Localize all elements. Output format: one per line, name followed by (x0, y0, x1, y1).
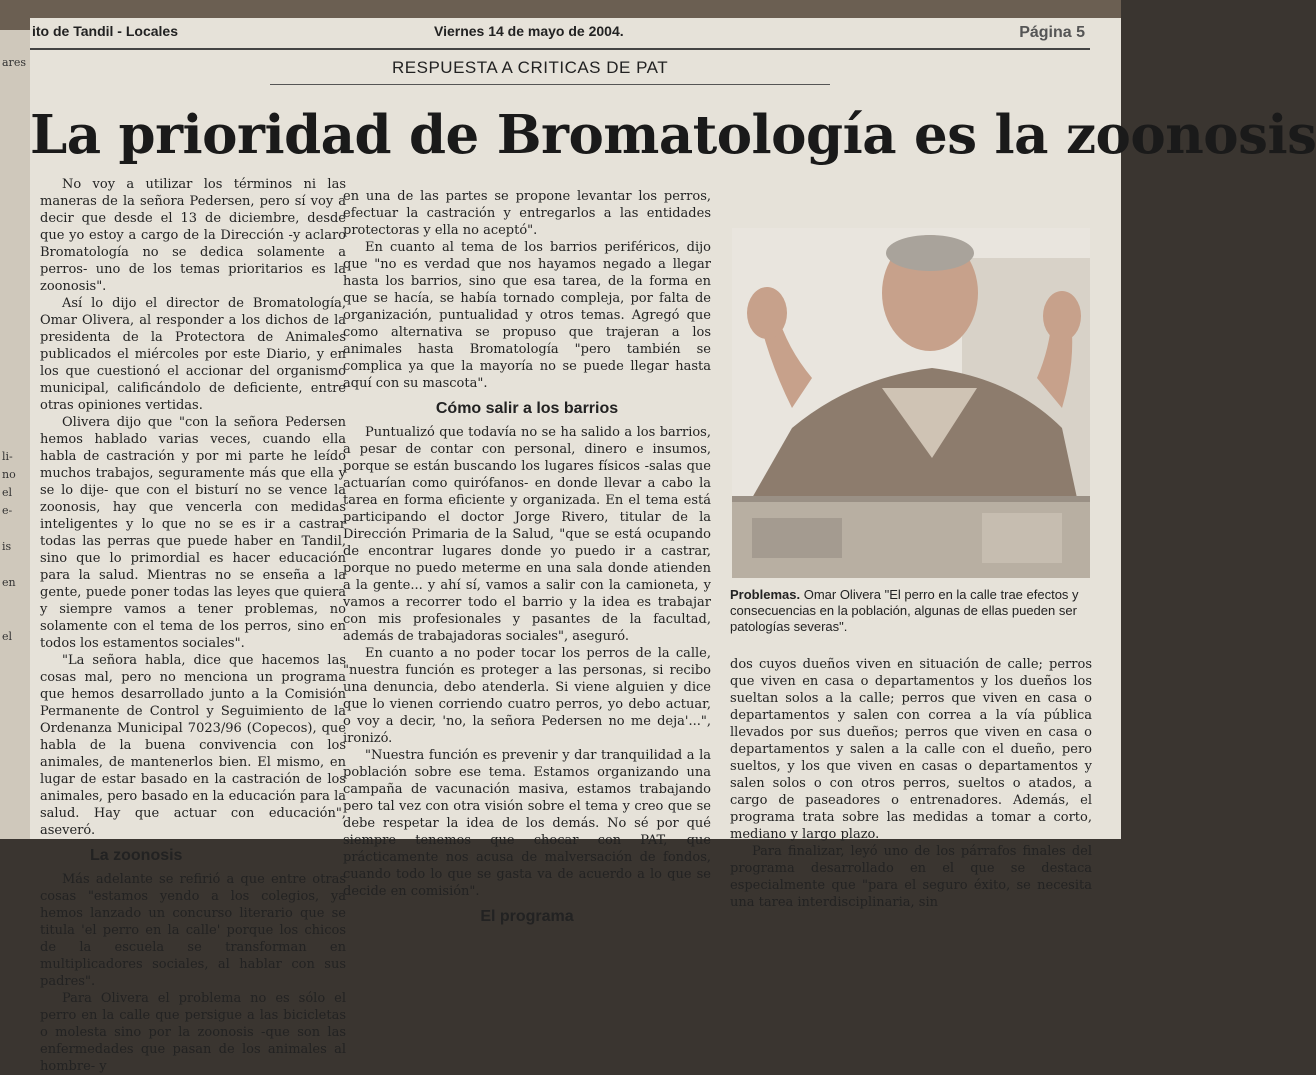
paragraph: Para Olivera el problema no es sólo el perro en la calle que persigue a las bicicletas o molesta sino por la zoonosis -que son las enfermedades que pasan de los animales al hombre- y (40, 991, 346, 1074)
margin-fragment: el (2, 630, 13, 643)
margin-fragment: is (2, 540, 12, 553)
caption-lead: Problemas. (730, 587, 801, 602)
photo-illustration (732, 228, 1090, 578)
kicker-rule (270, 84, 830, 85)
paragraph: Puntualizó que todavía no se ha salido a los barrios, a pesar de contar con personal, dinero e insumos, porque se están buscando los lugares físicos -salas que actuarían como quirófanos- en donde llevar a cabo la tarea en forma eficiente y organizada. En el tema está participando el doctor Jorge Rivero, titular de la Dirección Primaria de la Salud, "que se está ocupando de encontrar lugares donde yo puedo ir a castrar, porque no puedo meterme en una sala donde atienden a la gente... y ahí sí, vamos a salir con la camioneta, y vamos a recorrer todo el barrio y la idea es trabajar con mis profesionales y pasantes de la facultad, además de trabajadoras sociales", aseguró. (343, 425, 711, 644)
header-rule (30, 48, 1090, 50)
article-column-2 (343, 188, 711, 932)
paragraph: "La señora habla, dice que hacemos las cosas mal, pero no menciona un programa que hemos desarrollado junto a la Comisión Permanente de Control y Seguimiento de la Ordenanza Municipal 7023/96 (Copecos), que habla de la buena convivencia con los animales, de mantenerlos bien. El mismo, en lugar de estar basado en la castración de los animales, pero basado en la educación para la salud. Hay que actuar con educación", aseveró. (40, 653, 346, 838)
headline: La prioridad de Bromatología es la zoonosis (30, 104, 1316, 166)
paragraph: dos cuyos dueños viven en situación de calle; perros que viven en casa o departamentos y los dueños los sueltan solos a la calle; perros que viven en casa o departamentos y salen con correa a la vía pública llevados por sus dueños; perros que viven en casa o departamentos y salen a la calle con el dueño, pero sueltos, y los que viven en casas o departamentos y salen solos o con otros perros, sueltos o atados, a cargo de paseadores o entrenadores. Además, el programa trata sobre las medidas a tomar a corto, mediano y largo plazo. (730, 657, 1092, 842)
man-gesturing-photo (732, 228, 1090, 578)
issue-date: Viernes 14 de mayo de 2004. (434, 23, 624, 39)
article-column-1 (40, 176, 346, 1075)
subheading: La zoonosis (90, 847, 183, 864)
margin-fragment: el (2, 486, 13, 499)
paragraph: Olivera dijo que "con la señora Pedersen hemos hablado varias veces, cuando ella habla de castración y por mi parte he leído muchos trabajos, seguramente más que ella y se lo dije- que con el bisturí no se vence la zoonosis, hay que vencerla con medidas inteligentes y lo que no se es ir a castrar todas las perras que puede haber en Tandil, sino que lo primordial es hacer educación para la salud. Mientras no se enseña a la gente, puede poner todas las leyes que quiera y siempre vamos a tener problemas, no solamente con el tema de los perros, sino en todos los estamentos sociales". (40, 415, 346, 651)
paragraph: "Nuestra función es prevenir y dar tranquilidad a la población sobre ese tema. Estamos organizando una campaña de vacunación masiva, estamos trabajando pero tal vez con otra visión sobre el tema y creo que se debe respetar la idea de los demás. No sé por qué siempre tenemos que chocar con PAT, que prácticamente nos acusa de malversación de fondos, cuando todo lo que se gasta va de acuerdo a lo que se decide en comisión". (343, 748, 711, 899)
paragraph: No voy a utilizar los términos ni las maneras de la señora Pedersen, pero sí voy a decir que desde el 13 de diciembre, desde que yo estoy a cargo de la Dirección -y aclaro Bromatología no se dedica solamente a perros- uno de los temas prioritarios es la zoonosis". (40, 177, 346, 294)
photo-caption (730, 587, 1092, 635)
section-name: ito de Tandil - Locales (32, 23, 178, 39)
margin-fragment: e- (2, 504, 13, 517)
article-column-3 (730, 656, 1092, 911)
subheading: El programa (480, 908, 574, 925)
paragraph: En cuanto al tema de los barrios periféricos, dijo que "no es verdad que nos hayamos negado a llegar hasta los barrios, sino que esa tarea, de la forma en que se hacía, se había tornado compleja, por falta de organización, puntualidad y otros temas. Agregó que como alternativa se propuso que trajeran a los animales hasta Bromatología "pero también se complica ya que la mayoría no se puede llegar hasta aquí con su mascota". (343, 240, 711, 391)
margin-fragment: no (2, 468, 16, 481)
page-header (30, 18, 1121, 50)
paragraph: en una de las partes se propone levantar los perros, efectuar la castración y entregarlos a las entidades protectoras y ella no aceptó". (343, 189, 711, 238)
kicker: RESPUESTA A CRITICAS DE PAT (392, 58, 669, 77)
newspaper-page (30, 18, 1316, 1074)
paragraph: Así lo dijo el director de Bromatología, Omar Olivera, al responder a los dichos de la presidenta de la Protectora de Animales publicados el miércoles por este Diario, y en los que cuestionó el accionar del organismo municipal, calificándolo de deficiente, entre otras opiniones vertidas. (40, 296, 346, 413)
caption-text: Omar Olivera "El perro en la calle trae efectos y consecuencias en la población, algunas de ellas pueden ser patologías severas". (730, 587, 1079, 634)
margin-fragment: li- (2, 450, 13, 463)
paragraph: En cuanto a no poder tocar los perros de la calle, "nuestra función es proteger a las personas, si recibo una denuncia, debo atenderla. Si viene alguien y dice que lo vienen corriendo cuatro perros, yo debo actuar, o voy a decir, 'no, la señora Pedersen no me deja'...", ironizó. (343, 646, 711, 746)
subheading: Cómo salir a los barrios (435, 400, 619, 417)
paragraph: Más adelante se refirió a que entre otras cosas "estamos yendo a los colegios, ya hemos lanzado un concurso literario que se titula 'el perro en la calle' porque los chicos de la escuela se transforman en multiplicadores sociales, al hablar con sus padres". (40, 872, 346, 989)
page-number: Página 5 (1019, 24, 1085, 41)
margin-fragment: en (2, 576, 16, 589)
margin-fragment: ares (2, 56, 26, 69)
paragraph: Para finalizar, leyó uno de los párrafos finales del programa desarrollado en el que se destaca especialmente que "para el seguro éxito, se necesita una tarea interdisciplinaria, sin (730, 844, 1092, 910)
